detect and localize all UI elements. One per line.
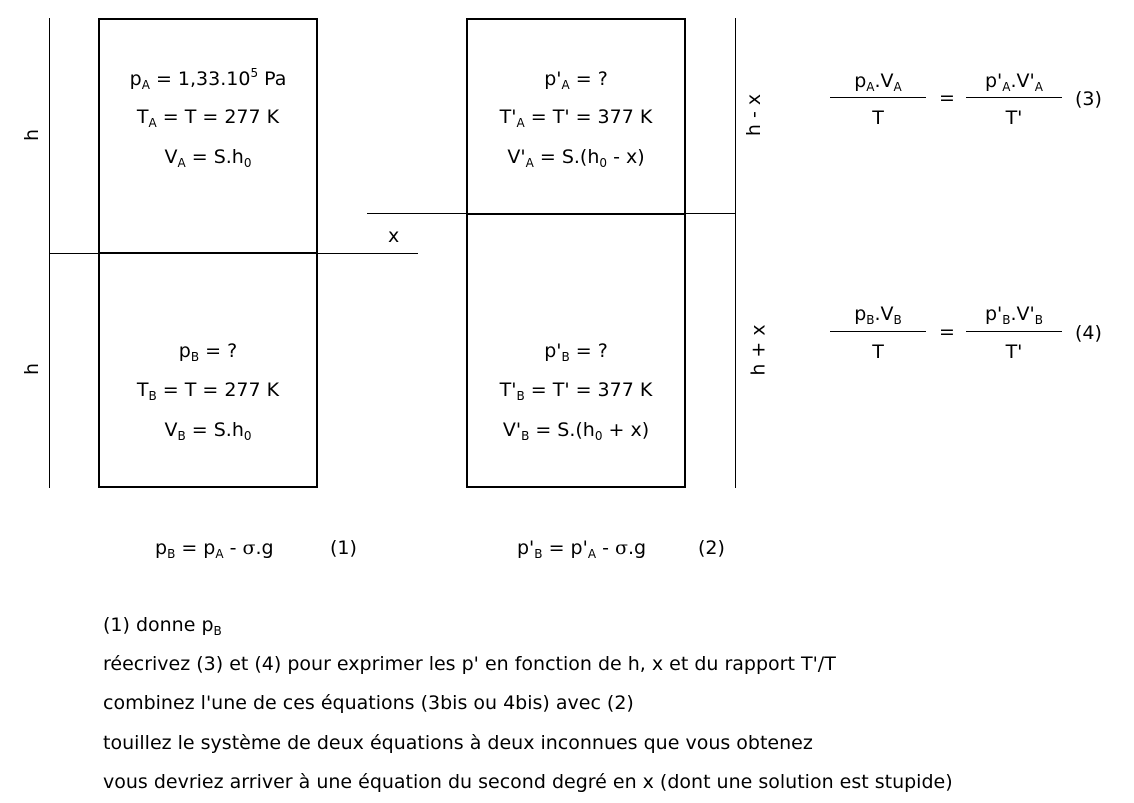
eq4-left-numerator: $p_B.V_B$ <box>854 303 902 327</box>
height-label-h-minus-x: h - x <box>743 93 766 137</box>
height-label-lower: h <box>21 362 44 376</box>
eq4-equals: = <box>939 321 955 343</box>
equation-2-number: (2) <box>698 537 725 559</box>
temperature-a-heated: $T'_A = T' = 377$ K <box>499 106 653 130</box>
eq4-left-denominator: T <box>872 341 884 363</box>
eq3-left-fraction-bar <box>830 97 926 98</box>
eq4-right-numerator: $p'_B.V'_B$ <box>984 303 1044 327</box>
instruction-line-2: réecrivez (3) et (4) pour exprimer les p' en fonction de h, x et du rapport T'/T <box>103 653 836 675</box>
pressure-b-heated: $p'_B$ = ? <box>544 340 608 364</box>
eq4-right-fraction-bar <box>966 331 1062 332</box>
pressure-a-initial: $p_A = 1,33.10^5$ Pa <box>129 66 287 92</box>
eq3-equals: = <box>939 87 955 109</box>
compartment-b-initial <box>98 252 318 488</box>
eq3-number: (3) <box>1075 88 1102 110</box>
volume-a-initial: $V_A = S.h_0$ <box>164 146 252 170</box>
eq3-right-fraction-bar <box>966 97 1062 98</box>
eq3-left-denominator: T <box>872 107 884 129</box>
displacement-x-label: x <box>388 225 400 247</box>
eq3-left-numerator: $p_A.V_A$ <box>854 70 902 94</box>
eq3-right-denominator: T' <box>1005 107 1023 129</box>
eq3-right-numerator: $p'_A.V'_A$ <box>985 70 1043 94</box>
equation-1: $p_B = p_A - \sigma.g$ <box>155 537 274 561</box>
height-axis-right <box>735 18 736 488</box>
equation-2: $p'_B = p'_A - \sigma.g$ <box>517 537 647 561</box>
height-label-upper: h <box>21 128 44 142</box>
pressure-a-heated: $p'_A$ = ? <box>544 68 608 92</box>
volume-b-initial: $V_B = S.h_0$ <box>164 419 252 443</box>
equation-1-number: (1) <box>330 537 357 559</box>
volume-a-heated: $V'_A = S.(h_0 - x)$ <box>507 146 645 170</box>
height-label-h-plus-x: h + x <box>747 324 770 376</box>
volume-b-heated: $V'_B = S.(h_0 + x)$ <box>502 419 650 443</box>
eq4-right-denominator: T' <box>1005 341 1023 363</box>
piston-reference-line <box>49 253 418 254</box>
instruction-line-4: touillez le système de deux équations à deux inconnues que vous obtenez <box>103 732 813 754</box>
eq4-number: (4) <box>1075 322 1102 344</box>
instruction-line-1: (1) donne $p_B$ <box>103 614 222 638</box>
pressure-b-initial: $p_B$ = ? <box>178 340 238 364</box>
eq4-left-fraction-bar <box>830 331 926 332</box>
temperature-b-initial: $T_B = T = 277$ K <box>136 379 280 403</box>
compartment-a-initial <box>98 18 318 255</box>
temperature-a-initial: $T_A = T = 277$ K <box>136 106 280 130</box>
instruction-line-3: combinez l'une de ces équations (3bis ou 4bis) avec (2) <box>103 692 634 714</box>
instruction-line-5: vous devriez arriver à une équation du second degré en x (dont une solution est stupide) <box>103 771 953 793</box>
temperature-b-heated: $T'_B = T' = 377$ K <box>499 379 653 403</box>
